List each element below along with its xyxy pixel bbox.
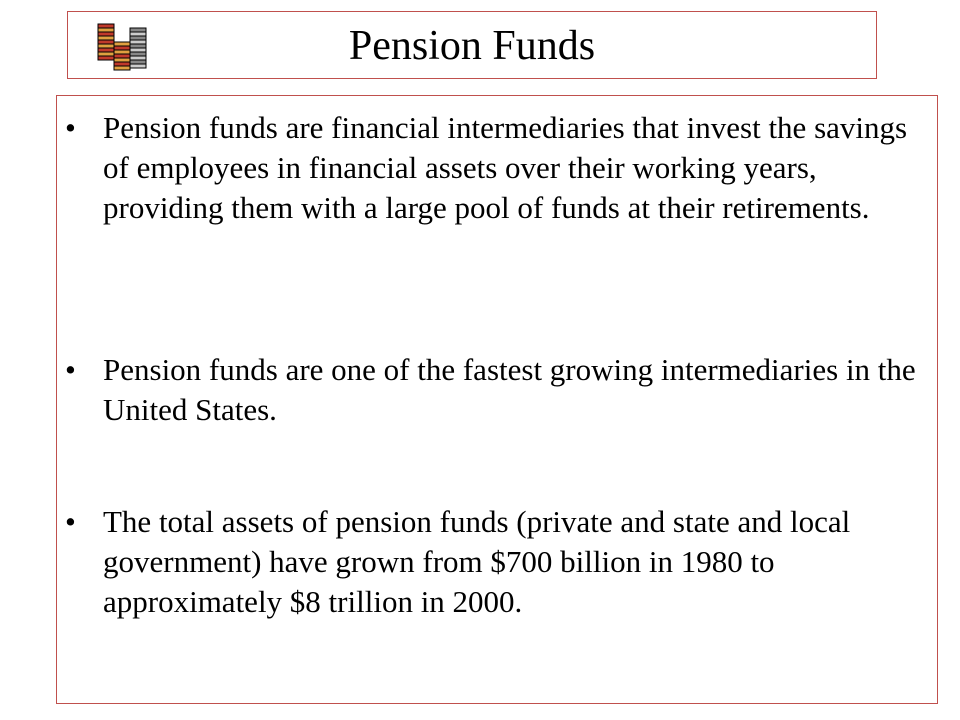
title-box — [67, 11, 877, 79]
slide-title: Pension Funds — [348, 23, 596, 69]
bullet-marker: • — [65, 110, 76, 145]
bullet-marker: • — [65, 352, 76, 387]
content-box — [56, 95, 938, 704]
bullet-text: The total assets of pension funds (private and state and local government) have grown from $700 billion in 1980 to approximately $8 trillion in 2000. — [103, 504, 851, 619]
bullet-text: Pension funds are financial intermediaries that invest the savings of employees in financial assets over their working years, providing them with a large pool of funds at their retirements. — [103, 110, 908, 225]
bullet-marker: • — [65, 504, 76, 539]
bullet-text: Pension funds are one of the fastest growing intermediaries in the United States. — [103, 352, 916, 427]
